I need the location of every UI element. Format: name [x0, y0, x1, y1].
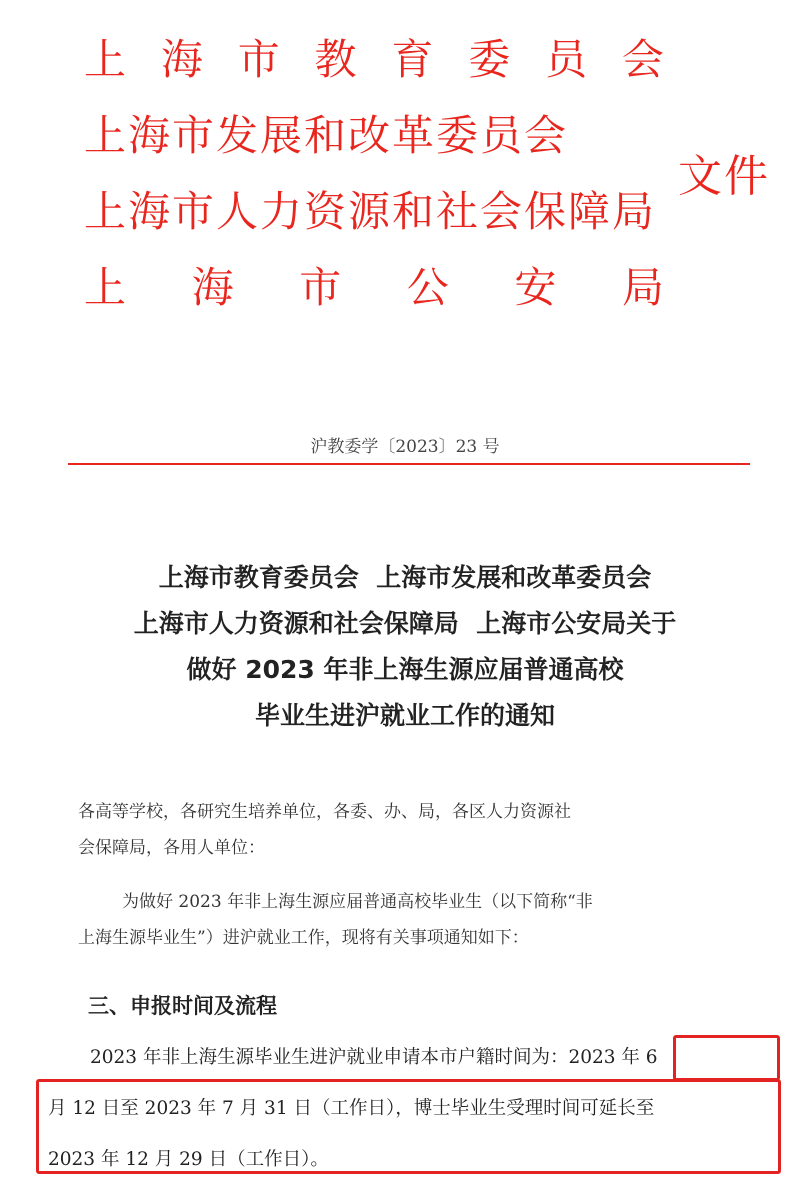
- highlight-box-main: [36, 1079, 781, 1174]
- org4-char: 公: [406, 263, 449, 312]
- addressee-line-1: 各高等学校，各研究生培养单位，各委、办、局，各区人力资源社: [78, 802, 571, 822]
- issuer-education-commission: [84, 30, 664, 90]
- org4-char: 上: [84, 263, 127, 312]
- org1-char: 员: [545, 35, 588, 84]
- document-number: 沪教委学〔2023〕23 号: [310, 437, 500, 457]
- title-line-3: 做好 2023 年非上海生源应届普通高校: [186, 655, 624, 684]
- addressee-paragraph: [78, 794, 748, 866]
- document-header: [0, 0, 810, 330]
- org1-char: 会: [621, 35, 664, 84]
- org4-char: 安: [514, 263, 557, 312]
- org1-char: 市: [237, 35, 280, 84]
- issuer-development-reform-commission: 上海市发展和改革委员会: [84, 111, 569, 160]
- intro-line-1: 为做好 2023 年非上海生源应届普通高校毕业生（以下简称“非: [122, 892, 593, 912]
- org4-char: 局: [621, 263, 664, 312]
- section-heading: 三、申报时间及流程: [88, 994, 277, 1018]
- highlight-line-1-prefix: 2023 年非上海生源毕业生进沪就业申请本市户籍时间为：: [90, 1047, 569, 1068]
- org1-char: 教: [314, 35, 357, 84]
- intro-line-2: 上海生源毕业生”）进沪就业工作，现将有关事项通知如下：: [78, 928, 529, 948]
- highlight-line-1-boxed: 2023 年 6: [568, 1047, 658, 1068]
- org1-char: 上: [84, 35, 127, 84]
- highlight-line-2: 月 12 日至 2023 年 7 月 31 日（工作日），博士毕业生受理时间可延长至: [48, 1098, 655, 1119]
- addressee-line-2: 会保障局，各用人单位：: [78, 838, 265, 858]
- title-line-4: 毕业生进沪就业工作的通知: [254, 701, 555, 730]
- issuer-human-resources-bureau: 上海市人力资源和社会保障局: [84, 187, 657, 236]
- org4-char: 海: [191, 263, 234, 312]
- org4-char: 市: [299, 263, 342, 312]
- red-divider-line: [68, 463, 750, 465]
- intro-paragraph: [78, 884, 748, 956]
- issuer-public-security-bureau: [84, 258, 664, 318]
- org1-char: 海: [160, 35, 203, 84]
- org1-char: 委: [468, 35, 511, 84]
- title-line-2: 上海市人力资源和社会保障局 上海市公安局关于: [133, 609, 677, 638]
- document-title: [0, 555, 810, 739]
- document-suffix: 文件: [678, 151, 770, 202]
- highlight-line-1: [90, 1043, 658, 1069]
- highlight-line-3: 2023 年 12 月 29 日（工作日）。: [48, 1149, 329, 1170]
- title-line-1: 上海市教育委员会 上海市发展和改革委员会: [158, 563, 652, 592]
- highlight-box-top: [673, 1035, 780, 1081]
- org1-char: 育: [391, 35, 434, 84]
